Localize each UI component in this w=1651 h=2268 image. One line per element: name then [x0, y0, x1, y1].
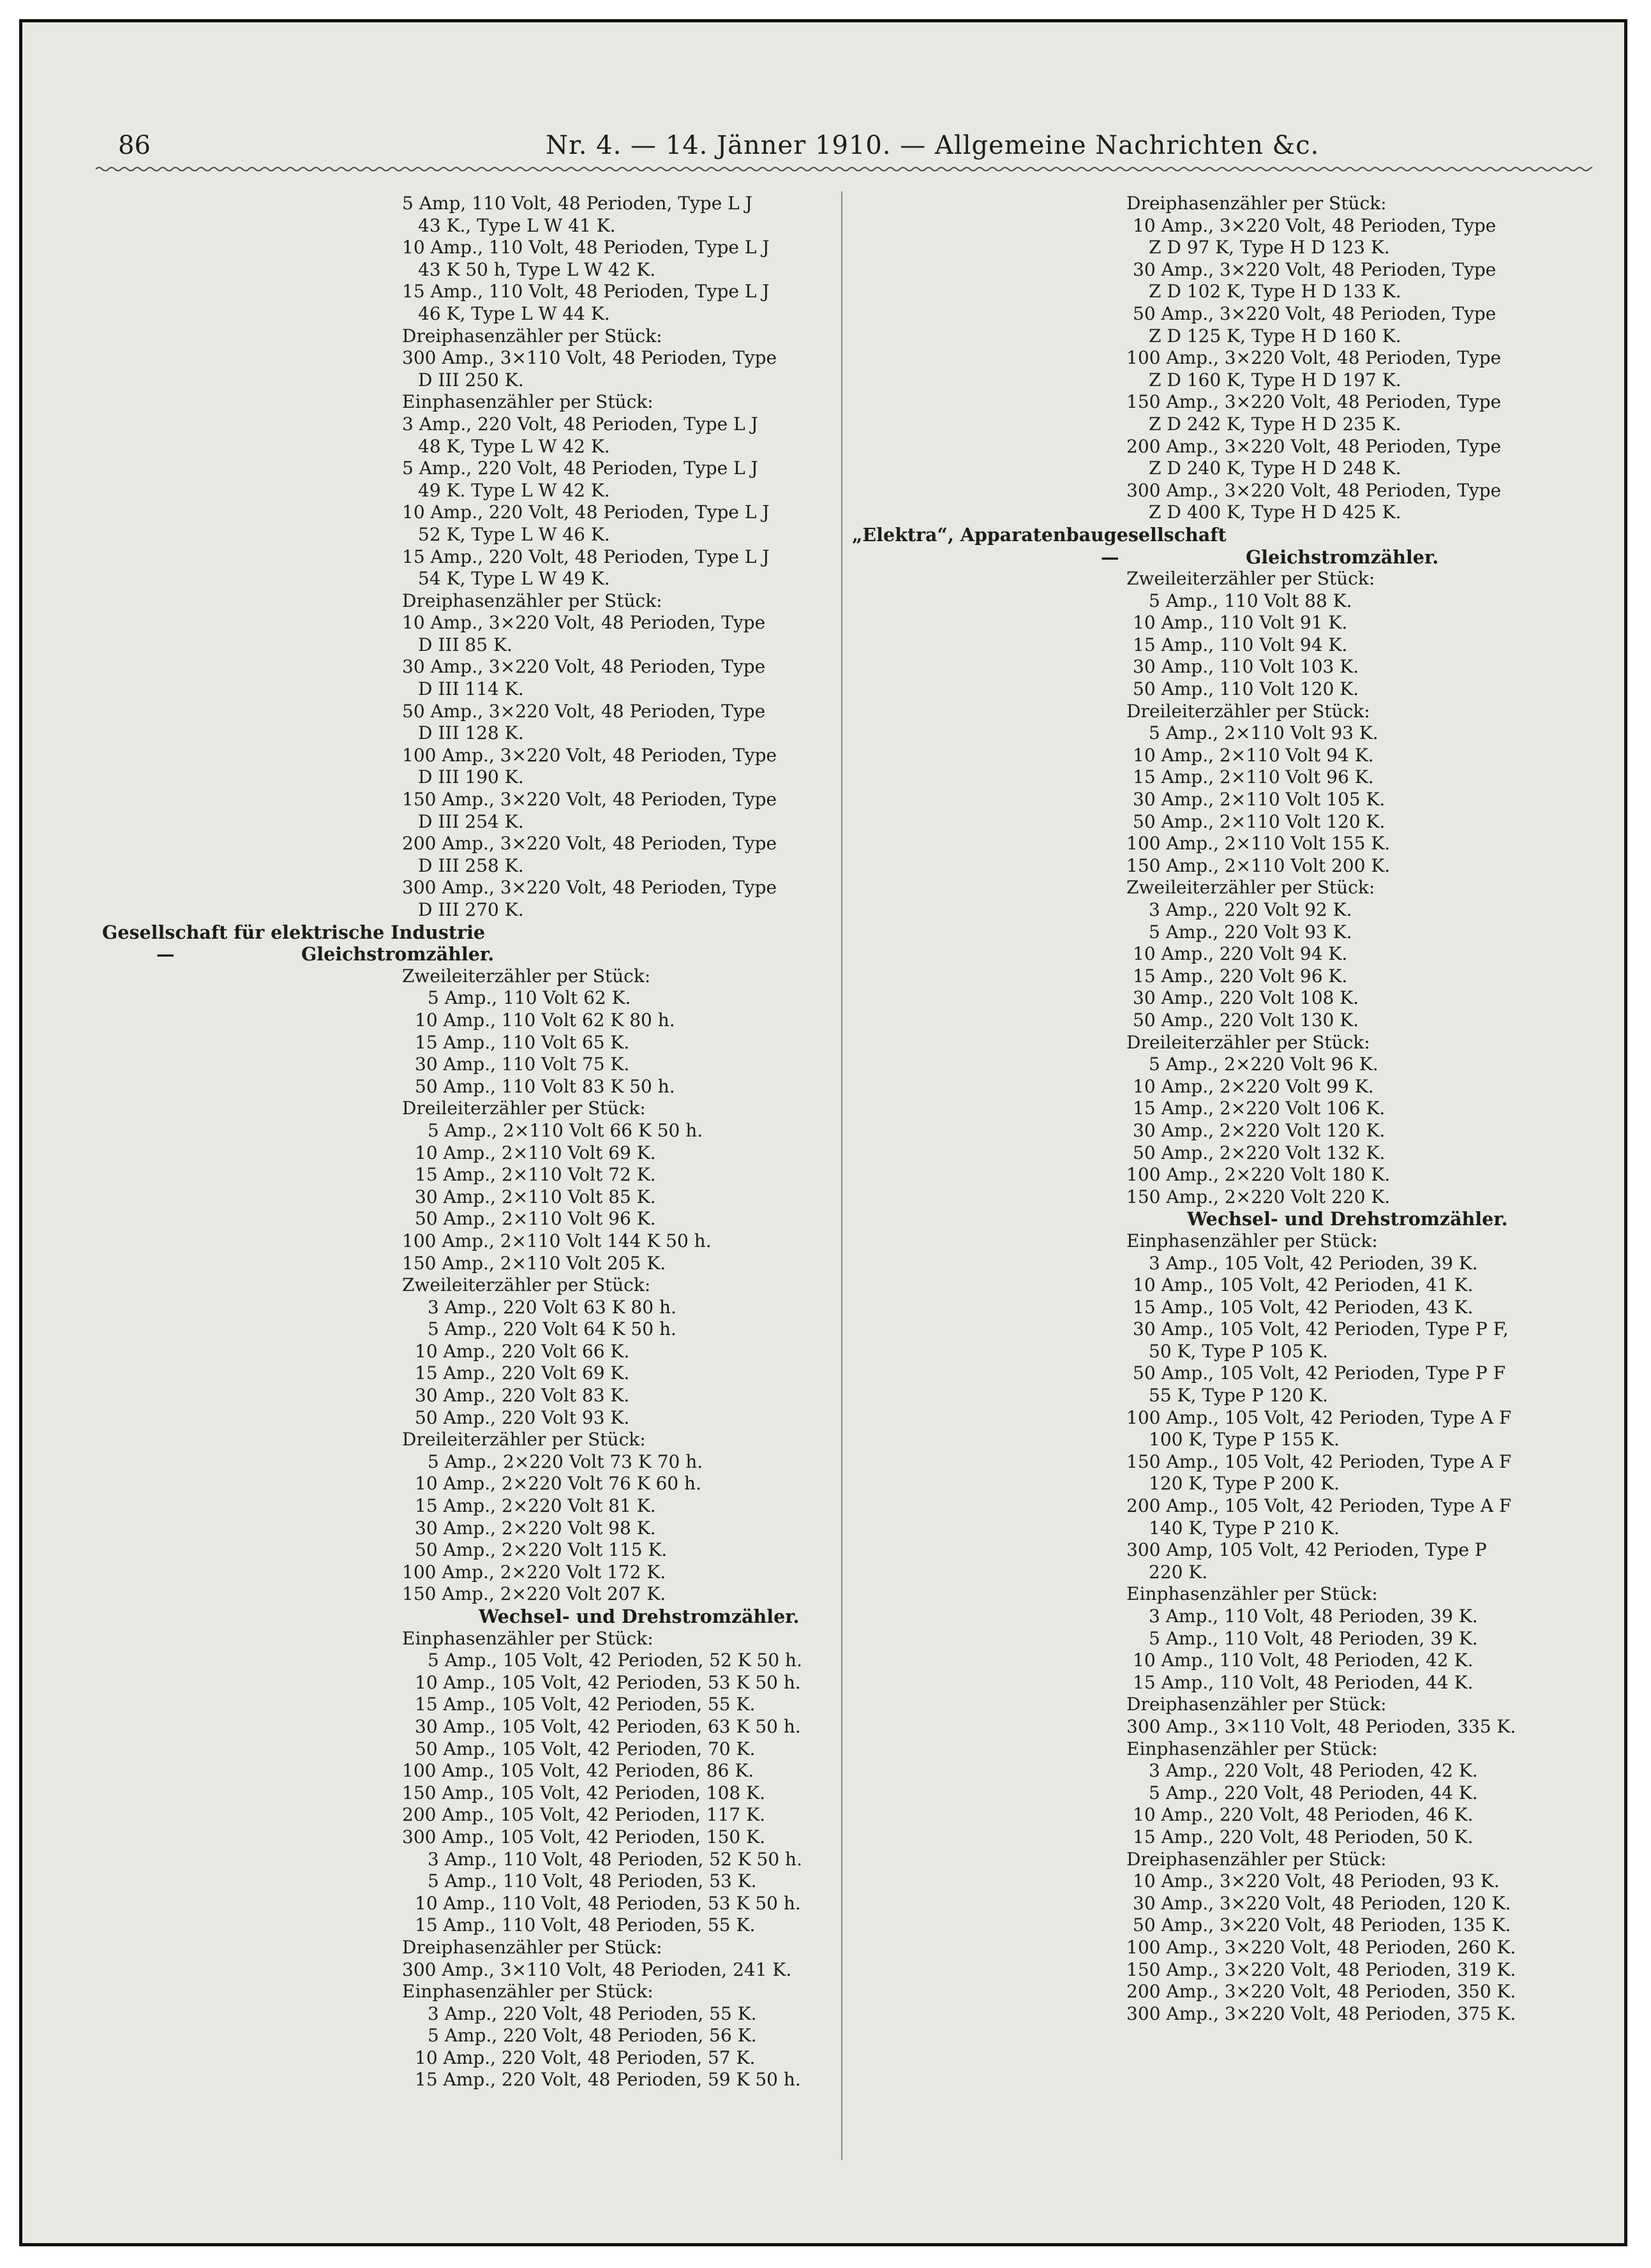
price-line: Z D 242 K, Type H D 235 K.: [1149, 413, 1401, 435]
price-line: 3 Amp., 220 Volt, 48 Perioden, 55 K.: [428, 2003, 757, 2024]
price-line: 10 Amp., 2×220 Volt 99 K.: [1133, 1075, 1374, 1097]
price-line: 15 Amp., 220 Volt, 48 Perioden, 50 K.: [1133, 1826, 1474, 1847]
price-line: D III 114 K.: [418, 678, 524, 700]
price-line: 200 Amp., 105 Volt, 42 Perioden, 117 K.: [402, 1804, 765, 1826]
price-line: 10 Amp., 2×220 Volt 76 K 60 h.: [415, 1473, 701, 1495]
price-line: Einphasenzähler per Stück:: [402, 1627, 654, 1649]
price-line: Einphasenzähler per Stück:: [1126, 1583, 1378, 1605]
price-line: Einphasenzähler per Stück:: [402, 1981, 654, 2003]
price-line: 10 Amp., 220 Volt 94 K.: [1133, 943, 1348, 965]
price-line: Dreiphasenzähler per Stück:: [402, 1936, 662, 1958]
price-line: 3 Amp., 105 Volt, 42 Perioden, 39 K.: [1149, 1252, 1478, 1274]
left-column: [102, 193, 842, 2158]
price-line: Einphasenzähler per Stück:: [1126, 1738, 1378, 1759]
price-line: 50 Amp., 3×220 Volt, 48 Perioden, 135 K.: [1133, 1914, 1511, 1936]
price-line: 100 Amp., 2×220 Volt 172 K.: [402, 1561, 666, 1583]
price-line: 15 Amp., 110 Volt 65 K.: [415, 1031, 630, 1053]
price-line: D III 254 K.: [418, 810, 524, 832]
price-line: 50 Amp., 3×220 Volt, 48 Perioden, Type: [1133, 302, 1497, 324]
price-line: 10 Amp., 220 Volt, 48 Perioden, 46 K.: [1133, 1804, 1474, 1826]
price-line: 30 Amp., 3×220 Volt, 48 Perioden, 120 K.: [1133, 1892, 1511, 1914]
price-line: 15 Amp., 110 Volt, 48 Perioden, Type L J: [402, 281, 770, 302]
price-line: 30 Amp., 220 Volt 108 K.: [1133, 987, 1359, 1009]
price-line: Dreileiterzähler per Stück:: [1126, 700, 1370, 722]
price-line: 3 Amp., 110 Volt, 48 Perioden, 39 K.: [1149, 1606, 1478, 1627]
price-line: 10 Amp., 3×220 Volt, 48 Perioden, 93 K.: [1133, 1870, 1500, 1892]
price-line: Einphasenzähler per Stück:: [1126, 1230, 1378, 1251]
price-line: Z D 240 K, Type H D 248 K.: [1149, 458, 1401, 479]
price-line: 300 Amp., 3×110 Volt, 48 Perioden, 335 K.: [1126, 1715, 1516, 1737]
price-line: 150 Amp., 3×220 Volt, 48 Perioden, Type: [402, 789, 777, 810]
price-line: 5 Amp., 110 Volt, 48 Perioden, 53 K.: [428, 1870, 757, 1892]
price-line: 50 K, Type P 105 K.: [1149, 1340, 1329, 1362]
section-heading: „Elektra“, Apparatenbaugesellschaft: [852, 523, 1227, 546]
price-line: 50 Amp., 3×220 Volt, 48 Perioden, Type: [402, 700, 766, 722]
price-line: Z D 160 K, Type H D 197 K.: [1149, 369, 1401, 391]
price-line: 300 Amp., 3×220 Volt, 48 Perioden, 375 K.: [1126, 2003, 1516, 2024]
price-line: 200 Amp., 3×220 Volt, 48 Perioden, Type: [1126, 435, 1502, 457]
price-line: 5 Amp., 110 Volt, 48 Perioden, 39 K.: [1149, 1627, 1478, 1649]
column-divider: [841, 191, 842, 2160]
section-heading: Gesellschaft für elektrische Industrie: [102, 921, 486, 943]
price-line: Zweileiterzähler per Stück:: [402, 965, 651, 987]
price-line: 15 Amp., 220 Volt, 48 Perioden, Type L J: [402, 546, 770, 567]
price-line: 10 Amp., 110 Volt, 48 Perioden, 53 K 50 h.: [415, 1892, 801, 1914]
price-line: 10 Amp., 2×110 Volt 69 K.: [415, 1142, 656, 1163]
price-line: 10 Amp., 2×110 Volt 94 K.: [1133, 744, 1374, 766]
wavy-header-rule: [96, 165, 1592, 174]
price-line: 10 Amp., 110 Volt, 48 Perioden, 42 K.: [1133, 1650, 1474, 1671]
price-line: 15 Amp., 220 Volt 69 K.: [415, 1362, 630, 1384]
price-line: 3 Amp., 220 Volt, 48 Perioden, Type L J: [402, 413, 758, 435]
price-line: 43 K 50 h, Type L W 42 K.: [418, 258, 656, 280]
price-line: 30 Amp., 2×110 Volt 85 K.: [415, 1186, 656, 1207]
price-line: 50 Amp., 2×220 Volt 132 K.: [1133, 1142, 1386, 1163]
price-line: 150 Amp., 2×220 Volt 220 K.: [1126, 1186, 1391, 1207]
price-line: 30 Amp., 105 Volt, 42 Perioden, Type P F,: [1133, 1318, 1509, 1340]
price-line: D III 270 K.: [418, 899, 524, 920]
price-line: 15 Amp., 2×110 Volt 72 K.: [415, 1164, 656, 1186]
price-line: 150 Amp., 2×220 Volt 207 K.: [402, 1583, 666, 1605]
price-line: 43 K., Type L W 41 K.: [418, 214, 616, 236]
price-line: 50 Amp., 220 Volt 130 K.: [1133, 1009, 1359, 1031]
price-line: Einphasenzähler per Stück:: [402, 391, 654, 413]
price-line: Z D 125 K, Type H D 160 K.: [1149, 325, 1401, 347]
price-line: Z D 102 K, Type H D 133 K.: [1149, 281, 1401, 302]
price-line: 300 Amp., 3×110 Volt, 48 Perioden, Type: [402, 347, 777, 369]
price-line: 10 Amp., 110 Volt, 48 Perioden, Type L J: [402, 237, 770, 258]
price-line: D III 190 K.: [418, 766, 524, 788]
price-line: Zweileiterzähler per Stück:: [1126, 877, 1375, 899]
price-line: 15 Amp., 105 Volt, 42 Perioden, 55 K.: [415, 1694, 756, 1715]
price-line: 5 Amp., 220 Volt 93 K.: [1149, 921, 1352, 943]
price-line: 5 Amp., 105 Volt, 42 Perioden, 52 K 50 h.: [428, 1650, 802, 1671]
price-line: Dreiphasenzähler per Stück:: [402, 325, 662, 347]
price-line: 10 Amp., 105 Volt, 42 Perioden, 41 K.: [1133, 1274, 1474, 1296]
price-line: 150 Amp., 105 Volt, 42 Perioden, Type A F: [1126, 1451, 1512, 1472]
price-line: 50 Amp., 110 Volt 83 K 50 h.: [415, 1075, 675, 1097]
price-line: 300 Amp., 3×110 Volt, 48 Perioden, 241 K.: [402, 1958, 792, 1980]
price-line: Dreiphasenzähler per Stück:: [1126, 1694, 1387, 1715]
price-line: 100 Amp., 2×110 Volt 144 K 50 h.: [402, 1230, 712, 1251]
price-line: 10 Amp., 220 Volt, 48 Perioden, Type L J: [402, 502, 770, 523]
price-line: 5 Amp., 220 Volt, 48 Perioden, Type L J: [402, 458, 758, 479]
price-line: 100 Amp., 3×220 Volt, 48 Perioden, Type: [1126, 347, 1502, 369]
price-line: Dreileiterzähler per Stück:: [402, 1098, 646, 1119]
price-line: 15 Amp., 2×110 Volt 96 K.: [1133, 766, 1374, 788]
price-line: 3 Amp., 220 Volt, 48 Perioden, 42 K.: [1149, 1760, 1478, 1782]
price-line: 5 Amp., 2×220 Volt 73 K 70 h.: [428, 1451, 703, 1472]
price-line: 30 Amp., 2×220 Volt 98 K.: [415, 1517, 656, 1539]
running-title: Nr. 4. — 14. Jänner 1910. — Allgemeine Nachrichten &c.: [546, 131, 1320, 160]
price-line: 15 Amp., 105 Volt, 42 Perioden, 43 K.: [1133, 1296, 1474, 1318]
price-line: 5 Amp., 220 Volt, 48 Perioden, 44 K.: [1149, 1782, 1478, 1803]
price-line: 5 Amp., 110 Volt 88 K.: [1149, 590, 1352, 611]
price-line: 5 Amp., 2×220 Volt 96 K.: [1149, 1054, 1378, 1075]
price-line: Z D 400 K, Type H D 425 K.: [1149, 502, 1401, 523]
price-line: 54 K, Type L W 49 K.: [418, 568, 610, 590]
price-line: 30 Amp., 2×220 Volt 120 K.: [1133, 1119, 1386, 1141]
price-line: 15 Amp., 110 Volt 94 K.: [1133, 634, 1348, 655]
price-line: 15 Amp., 220 Volt 96 K.: [1133, 965, 1348, 987]
price-line: 10 Amp., 220 Volt, 48 Perioden, 57 K.: [415, 2047, 756, 2068]
price-line: 55 K, Type P 120 K.: [1149, 1385, 1329, 1406]
price-line: 100 Amp., 105 Volt, 42 Perioden, Type A F: [1126, 1406, 1512, 1428]
price-line: Dreileiterzähler per Stück:: [402, 1429, 646, 1451]
price-line: Dreiphasenzähler per Stück:: [1126, 193, 1387, 214]
price-line: 100 Amp., 2×110 Volt 155 K.: [1126, 833, 1391, 854]
price-line: 5 Amp., 2×110 Volt 93 K.: [1149, 722, 1378, 744]
price-line: Dreiphasenzähler per Stück:: [402, 590, 662, 611]
price-line: 50 Amp., 2×110 Volt 96 K.: [415, 1208, 656, 1230]
price-line: 300 Amp., 3×220 Volt, 48 Perioden, Type: [402, 877, 777, 899]
price-line: 15 Amp., 2×220 Volt 81 K.: [415, 1495, 656, 1517]
price-line: 300 Amp, 105 Volt, 42 Perioden, Type P: [1126, 1539, 1487, 1561]
price-line: 150 Amp., 2×110 Volt 205 K.: [402, 1252, 666, 1274]
price-line: 50 Amp., 2×220 Volt 115 K.: [415, 1539, 668, 1561]
price-line: 300 Amp., 3×220 Volt, 48 Perioden, Type: [1126, 479, 1502, 501]
price-line: 10 Amp., 110 Volt 91 K.: [1133, 612, 1348, 634]
price-line: 30 Amp., 105 Volt, 42 Perioden, 63 K 50 h.: [415, 1715, 801, 1737]
price-line: 30 Amp., 2×110 Volt 105 K.: [1133, 789, 1386, 810]
page-header: [118, 131, 1615, 182]
price-line: Zweileiterzähler per Stück:: [1126, 568, 1375, 590]
section-heading: Wechsel- und Drehstromzähler.: [1187, 1208, 1508, 1230]
section-heading: Wechsel- und Drehstromzähler.: [479, 1606, 800, 1627]
price-line: 50 Amp., 110 Volt 120 K.: [1133, 678, 1359, 700]
price-line: 3 Amp., 220 Volt 92 K.: [1149, 899, 1352, 920]
price-line: 15 Amp., 110 Volt, 48 Perioden, 55 K.: [415, 1914, 756, 1936]
price-line: 150 Amp., 3×220 Volt, 48 Perioden, 319 K.: [1126, 1958, 1516, 1980]
price-line: 15 Amp., 110 Volt, 48 Perioden, 44 K.: [1133, 1671, 1474, 1693]
section-heading: — Gleichstromzähler.: [156, 943, 495, 966]
price-line: 100 Amp., 3×220 Volt, 48 Perioden, Type: [402, 744, 777, 766]
price-line: 150 Amp., 105 Volt, 42 Perioden, 108 K.: [402, 1782, 765, 1803]
price-line: 30 Amp., 220 Volt 83 K.: [415, 1385, 630, 1406]
price-line: 48 K, Type L W 42 K.: [418, 435, 610, 457]
price-line: D III 128 K.: [418, 722, 524, 744]
price-line: 100 K, Type P 155 K.: [1149, 1429, 1340, 1451]
price-line: D III 258 K.: [418, 854, 524, 876]
price-line: 3 Amp., 220 Volt 63 K 80 h.: [428, 1296, 676, 1318]
price-line: 50 Amp., 2×110 Volt 120 K.: [1133, 810, 1386, 832]
price-line: 5 Amp., 220 Volt 64 K 50 h.: [428, 1318, 676, 1340]
price-line: 5 Amp, 110 Volt, 48 Perioden, Type L J: [402, 193, 752, 214]
price-line: 30 Amp., 3×220 Volt, 48 Perioden, Type: [402, 656, 766, 678]
price-line: 200 Amp., 3×220 Volt, 48 Perioden, 350 K.: [1126, 1981, 1516, 2003]
price-line: 30 Amp., 110 Volt 75 K.: [415, 1054, 630, 1075]
price-line: 50 Amp., 105 Volt, 42 Perioden, 70 K.: [415, 1738, 756, 1759]
price-line: Z D 97 K, Type H D 123 K.: [1149, 237, 1390, 258]
price-line: 300 Amp., 105 Volt, 42 Perioden, 150 K.: [402, 1826, 765, 1847]
price-line: Zweileiterzähler per Stück:: [402, 1274, 651, 1296]
price-line: Dreileiterzähler per Stück:: [1126, 1031, 1370, 1053]
price-line: 15 Amp., 220 Volt, 48 Perioden, 59 K 50 h.: [415, 2069, 801, 2091]
price-line: 49 K. Type L W 42 K.: [418, 479, 610, 501]
price-line: 10 Amp., 220 Volt 66 K.: [415, 1340, 630, 1362]
price-line: 5 Amp., 220 Volt, 48 Perioden, 56 K.: [428, 2025, 757, 2047]
price-line: 200 Amp., 3×220 Volt, 48 Perioden, Type: [402, 833, 777, 854]
price-line: 52 K, Type L W 46 K.: [418, 523, 610, 545]
price-line: Dreiphasenzähler per Stück:: [1126, 1848, 1387, 1870]
price-line: 50 Amp., 105 Volt, 42 Perioden, Type P F: [1133, 1362, 1506, 1384]
price-line: 220 K.: [1149, 1561, 1208, 1583]
page-number: 86: [118, 131, 151, 160]
price-line: 150 Amp., 3×220 Volt, 48 Perioden, Type: [1126, 391, 1502, 413]
price-line: 100 Amp., 3×220 Volt, 48 Perioden, 260 K.: [1126, 1936, 1516, 1958]
price-line: 50 Amp., 220 Volt 93 K.: [415, 1406, 630, 1428]
price-line: 100 Amp., 2×220 Volt 180 K.: [1126, 1164, 1391, 1186]
right-column: [852, 193, 1592, 2158]
price-line: 5 Amp., 110 Volt 62 K.: [428, 987, 631, 1009]
price-line: D III 250 K.: [418, 369, 524, 391]
price-line: 10 Amp., 3×220 Volt, 48 Perioden, Type: [402, 612, 766, 634]
price-line: 10 Amp., 110 Volt 62 K 80 h.: [415, 1009, 675, 1031]
price-line: 100 Amp., 105 Volt, 42 Perioden, 86 K.: [402, 1760, 754, 1782]
section-heading: — Gleichstromzähler.: [1101, 546, 1439, 568]
price-line: 140 K, Type P 210 K.: [1149, 1517, 1340, 1539]
price-line: 10 Amp., 105 Volt, 42 Perioden, 53 K 50 h.: [415, 1671, 801, 1693]
price-line: 200 Amp., 105 Volt, 42 Perioden, Type A F: [1126, 1495, 1512, 1517]
price-line: 30 Amp., 110 Volt 103 K.: [1133, 656, 1359, 678]
price-line: 30 Amp., 3×220 Volt, 48 Perioden, Type: [1133, 258, 1497, 280]
price-line: 10 Amp., 3×220 Volt, 48 Perioden, Type: [1133, 214, 1497, 236]
price-line: D III 85 K.: [418, 634, 512, 655]
price-line: 15 Amp., 2×220 Volt 106 K.: [1133, 1098, 1386, 1119]
price-line: 120 K, Type P 200 K.: [1149, 1473, 1340, 1495]
price-line: 5 Amp., 2×110 Volt 66 K 50 h.: [428, 1119, 703, 1141]
price-line: 3 Amp., 110 Volt, 48 Perioden, 52 K 50 h.: [428, 1848, 802, 1870]
price-line: 46 K, Type L W 44 K.: [418, 302, 610, 324]
price-line: 150 Amp., 2×110 Volt 200 K.: [1126, 854, 1391, 876]
